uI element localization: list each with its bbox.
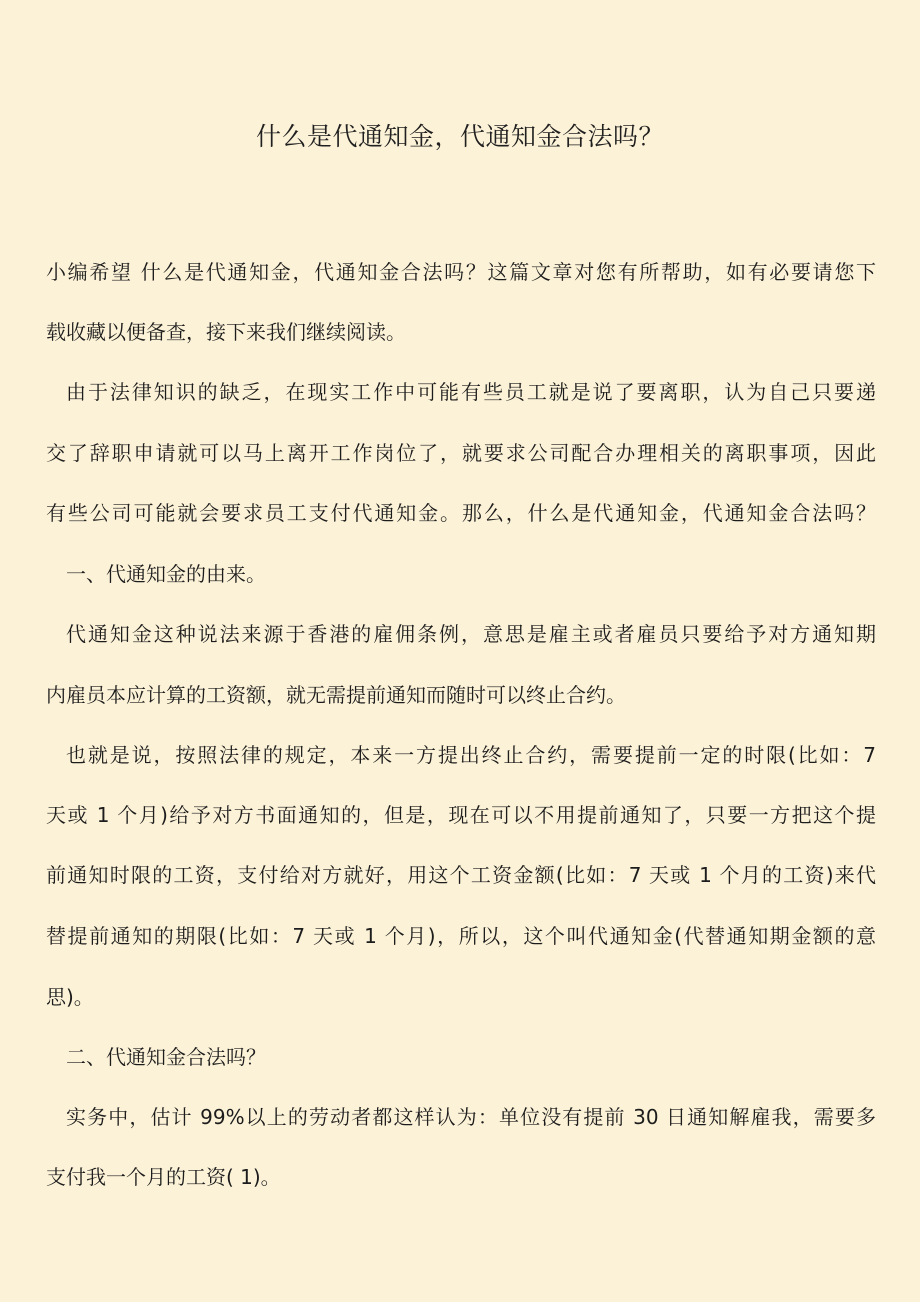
paragraph-line: 支付我一个月的工资( 1)。 [46,1165,281,1189]
paragraph-line: 载收藏以便备查，接下来我们继续阅读。 [46,320,406,344]
paragraph-line: 天或 1 个月)给予对方书面通知的，但是，现在可以不用提前通知了，只要一方把这个提 [46,803,876,827]
paragraph-line: 由于法律知识的缺乏，在现实工作中可能有些员工就是说了要离职，认为自己只要递 [66,380,876,404]
paragraph-line: 交了辞职申请就可以马上离开工作岗位了，就要求公司配合办理相关的离职事项，因此 [46,441,876,465]
paragraph-line: 实务中，估计 99%以上的劳动者都这样认为：单位没有提前 30 日通知解雇我，需要多 [66,1105,876,1129]
section-heading: 一、代通知金的由来。 [66,562,266,586]
paragraph-line: 也就是说，按照法律的规定，本来一方提出终止合约，需要提前一定的时限(比如：7 [66,743,876,767]
paragraph-line: 前通知时限的工资，支付给对方就好，用这个工资金额(比如：7 天或 1 个月的工资)来代 [46,863,876,887]
paragraph-line: 思)。 [46,985,94,1009]
section-heading: 二、代通知金合法吗？ [66,1045,266,1069]
paragraph-line: 代通知金这种说法来源于香港的雇佣条例，意思是雇主或者雇员只要给予对方通知期 [66,622,876,646]
paragraph-line: 替提前通知的期限(比如：7 天或 1 个月)，所以，这个叫代通知金(代替通知期金额的意 [46,924,876,948]
document-title: 什么是代通知金，代通知金合法吗？ [255,122,664,151]
paragraph-line: 内雇员本应计算的工资额，就无需提前通知而随时可以终止合约。 [46,683,626,707]
paragraph-line: 小编希望 什么是代通知金，代通知金合法吗？这篇文章对您有所帮助，如有必要请您下 [46,260,876,284]
paragraph-line: 有些公司可能就会要求员工支付代通知金。那么，什么是代通知金，代通知金合法吗？ [46,501,876,525]
